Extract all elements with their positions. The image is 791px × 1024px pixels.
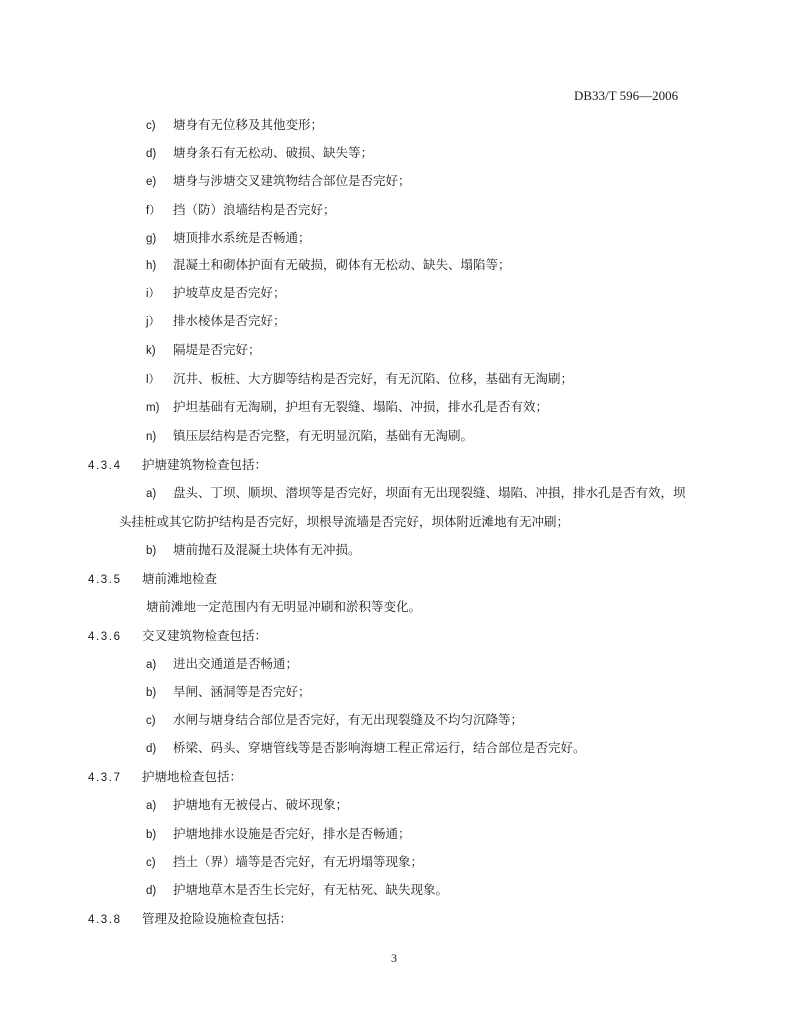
line-text: 护坡草皮是否完好； — [173, 285, 286, 300]
list-item-label: l） — [146, 374, 161, 386]
list-item — [146, 825, 411, 844]
list-item-label: b) — [146, 829, 157, 841]
line-text: 塘顶排水系统是否畅通； — [173, 230, 311, 245]
list-item-label: h) — [146, 260, 157, 272]
list-item — [146, 256, 511, 275]
line-text: 混凝土和砌体护面有无破损，砌体有无松动、缺失、塌陷等； — [173, 257, 511, 272]
list-item-label: b) — [146, 687, 157, 699]
list-item-label: c) — [146, 857, 156, 869]
line-text: 塘身条石有无松动、破损、缺失等； — [173, 145, 374, 160]
list-item — [146, 541, 361, 560]
line-text: 交叉建筑物检查包括： — [142, 628, 268, 643]
line-text: 盘头、丁坝、顺坝、潜坝等是否完好，坝面有无出现裂缝、塌陷、冲損，排水孔是否有效，坝 — [173, 485, 686, 500]
list-item — [146, 881, 448, 900]
list-item-label: e) — [146, 176, 157, 188]
line-text: 塘前抛石及混凝土块体有无冲损。 — [173, 542, 361, 557]
section-heading — [88, 910, 292, 929]
list-item-label: i） — [146, 288, 161, 300]
section-number: 4.3.4 — [88, 460, 122, 472]
list-item-label: a) — [146, 659, 157, 671]
section-heading — [88, 768, 242, 787]
paragraph — [146, 598, 421, 616]
line-text: 管理及抢险设施检查包括： — [142, 911, 293, 926]
continuation-line — [119, 513, 569, 531]
list-item — [146, 683, 311, 702]
list-item-label: m) — [146, 402, 160, 414]
standard-code-header: DB33/T 596—2006 — [574, 88, 679, 103]
section-number: 4.3.5 — [88, 574, 122, 586]
line-text: 挡土（界）墙等是否完好，有无坍塌等现象； — [173, 854, 424, 869]
line-text: 排水棱体是否完好； — [173, 313, 286, 328]
list-item — [146, 796, 348, 815]
line-text: 塘前滩地检查 — [142, 571, 218, 586]
line-text: 护坦基础有无淘刷，护坦有无裂缝、塌陷、冲损，排水孔是否有效； — [173, 399, 549, 414]
list-item-label: f） — [146, 205, 161, 217]
list-item — [146, 739, 586, 758]
line-text: 挡（防）浪墙结构是否完好； — [173, 202, 336, 217]
line-text: 护塘地检查包括： — [142, 769, 243, 784]
list-item — [146, 229, 311, 248]
section-number: 4.3.6 — [88, 631, 122, 643]
list-item — [146, 312, 286, 331]
line-text: 护塘地草木是否生长完好，有无枯死、缺失现象。 — [173, 882, 449, 897]
list-item — [146, 655, 298, 674]
line-text: 护塘建筑物检查包括： — [142, 457, 268, 472]
list-item-label: c) — [146, 120, 156, 132]
line-text: 头挂桩或其它防护结构是否完好，坝根导流墙是否完好，坝体附近滩地有无冲刷； — [119, 514, 570, 529]
list-item — [146, 427, 473, 446]
line-text: 旱闸、涵洞等是否完好； — [173, 684, 311, 699]
line-text: 塘身与涉塘交叉建筑物结合部位是否完好； — [173, 173, 411, 188]
list-item-label: c) — [146, 715, 156, 727]
list-item — [146, 144, 373, 163]
list-item-label: j） — [146, 316, 161, 328]
list-item-label: g) — [146, 233, 157, 245]
list-item — [146, 398, 548, 417]
line-text: 塘前滩地一定范围内有无明显冲刷和淤积等变化。 — [146, 599, 422, 614]
list-item-label: k) — [146, 345, 156, 357]
list-item-label: a) — [146, 800, 157, 812]
line-text: 水闸与塘身结合部位是否完好，有无出现裂缝及不均匀沉降等； — [173, 712, 524, 727]
line-text: 镇压层结构是否完整，有无明显沉陷，基础有无淘刷。 — [173, 428, 474, 443]
list-item-label: d) — [146, 885, 157, 897]
list-item — [146, 284, 286, 303]
page-number: 3 — [391, 951, 397, 965]
list-item-label: a) — [146, 488, 157, 500]
list-item — [146, 341, 261, 360]
list-item — [146, 116, 323, 135]
list-item — [146, 853, 423, 872]
list-item — [146, 711, 523, 730]
line-text: 沉井、板桩、大方脚等结构是否完好，有无沉陷、位移，基础有无淘刷； — [173, 371, 574, 386]
list-item-label: n) — [146, 431, 157, 443]
section-number: 4.3.8 — [88, 914, 122, 926]
list-item-label: d) — [146, 148, 157, 160]
list-item-label: b) — [146, 545, 157, 557]
list-item — [146, 370, 573, 389]
line-text: 进出交通道是否畅通； — [173, 656, 299, 671]
section-number: 4.3.7 — [88, 772, 122, 784]
line-text: 护塘地有无被侵占、破坏现象； — [173, 797, 349, 812]
line-text: 护塘地排水设施是否完好，排水是否畅通； — [173, 826, 411, 841]
list-item-label: d) — [146, 743, 157, 755]
list-item — [146, 201, 336, 220]
line-text: 隔堤是否完好； — [173, 342, 261, 357]
list-item — [146, 172, 411, 191]
list-item — [146, 484, 686, 503]
line-text: 塘身有无位移及其他变形； — [173, 117, 324, 132]
section-heading — [88, 627, 267, 646]
line-text: 桥梁、码头、穿塘管线等是否影响海塘工程正常运行，结合部位是否完好。 — [173, 740, 586, 755]
section-heading — [88, 570, 217, 589]
section-heading — [88, 456, 267, 475]
